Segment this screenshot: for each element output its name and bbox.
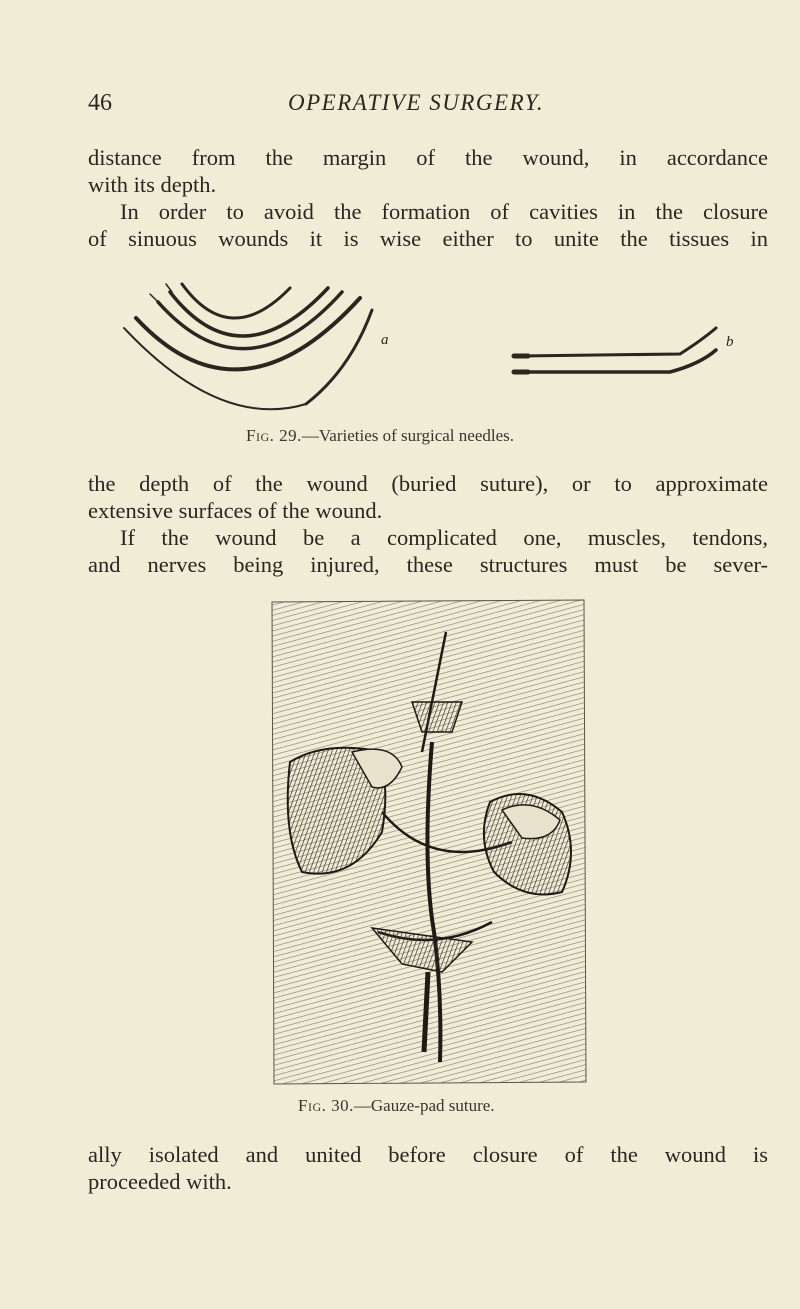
figure-30-caption-text: —Gauze-pad suture. [353,1096,495,1115]
text-line: extensive surfaces of the wound. [88,498,383,523]
figure-30-gauze-pad-suture-illustration [262,592,596,1092]
figure-29-caption-text: —Varieties of surgical needles. [301,426,514,445]
figure-29-label-b: b [726,334,734,350]
figure-29-caption [246,426,514,446]
paragraph-5 [88,1141,768,1195]
paragraph-4 [88,524,768,578]
text-line: of sinuous wounds it is wise either to unite the tissues in [88,226,768,251]
page-header [88,90,768,122]
text-line: ally isolated and united before closure of the wound is [88,1142,768,1167]
paragraph-2 [88,198,768,252]
running-head: OPERATIVE SURGERY. [288,90,545,115]
text-line: with its depth. [88,172,217,197]
figure-29-label-a: a [381,332,389,348]
text-line: the depth of the wound (buried suture), or to approximate [88,471,768,496]
text-line: distance from the margin of the wound, in accordance [88,145,768,170]
figure-29-needles-illustration [110,270,760,420]
figure-30-caption [298,1096,495,1116]
page-number: 46 [88,90,112,116]
text-line: If the wound be a complicated one, muscles, tendons, [120,525,768,550]
paragraph-1 [88,144,768,198]
figure-29-caption-number: Fig. 29. [246,426,302,445]
figure-30-caption-number: Fig. 30. [298,1096,354,1115]
text-line: In order to avoid the formation of cavities in the closure [120,199,768,224]
text-line: proceeded with. [88,1169,232,1194]
paragraph-3 [88,470,768,524]
text-line: and nerves being injured, these structures must be sever- [88,552,768,577]
